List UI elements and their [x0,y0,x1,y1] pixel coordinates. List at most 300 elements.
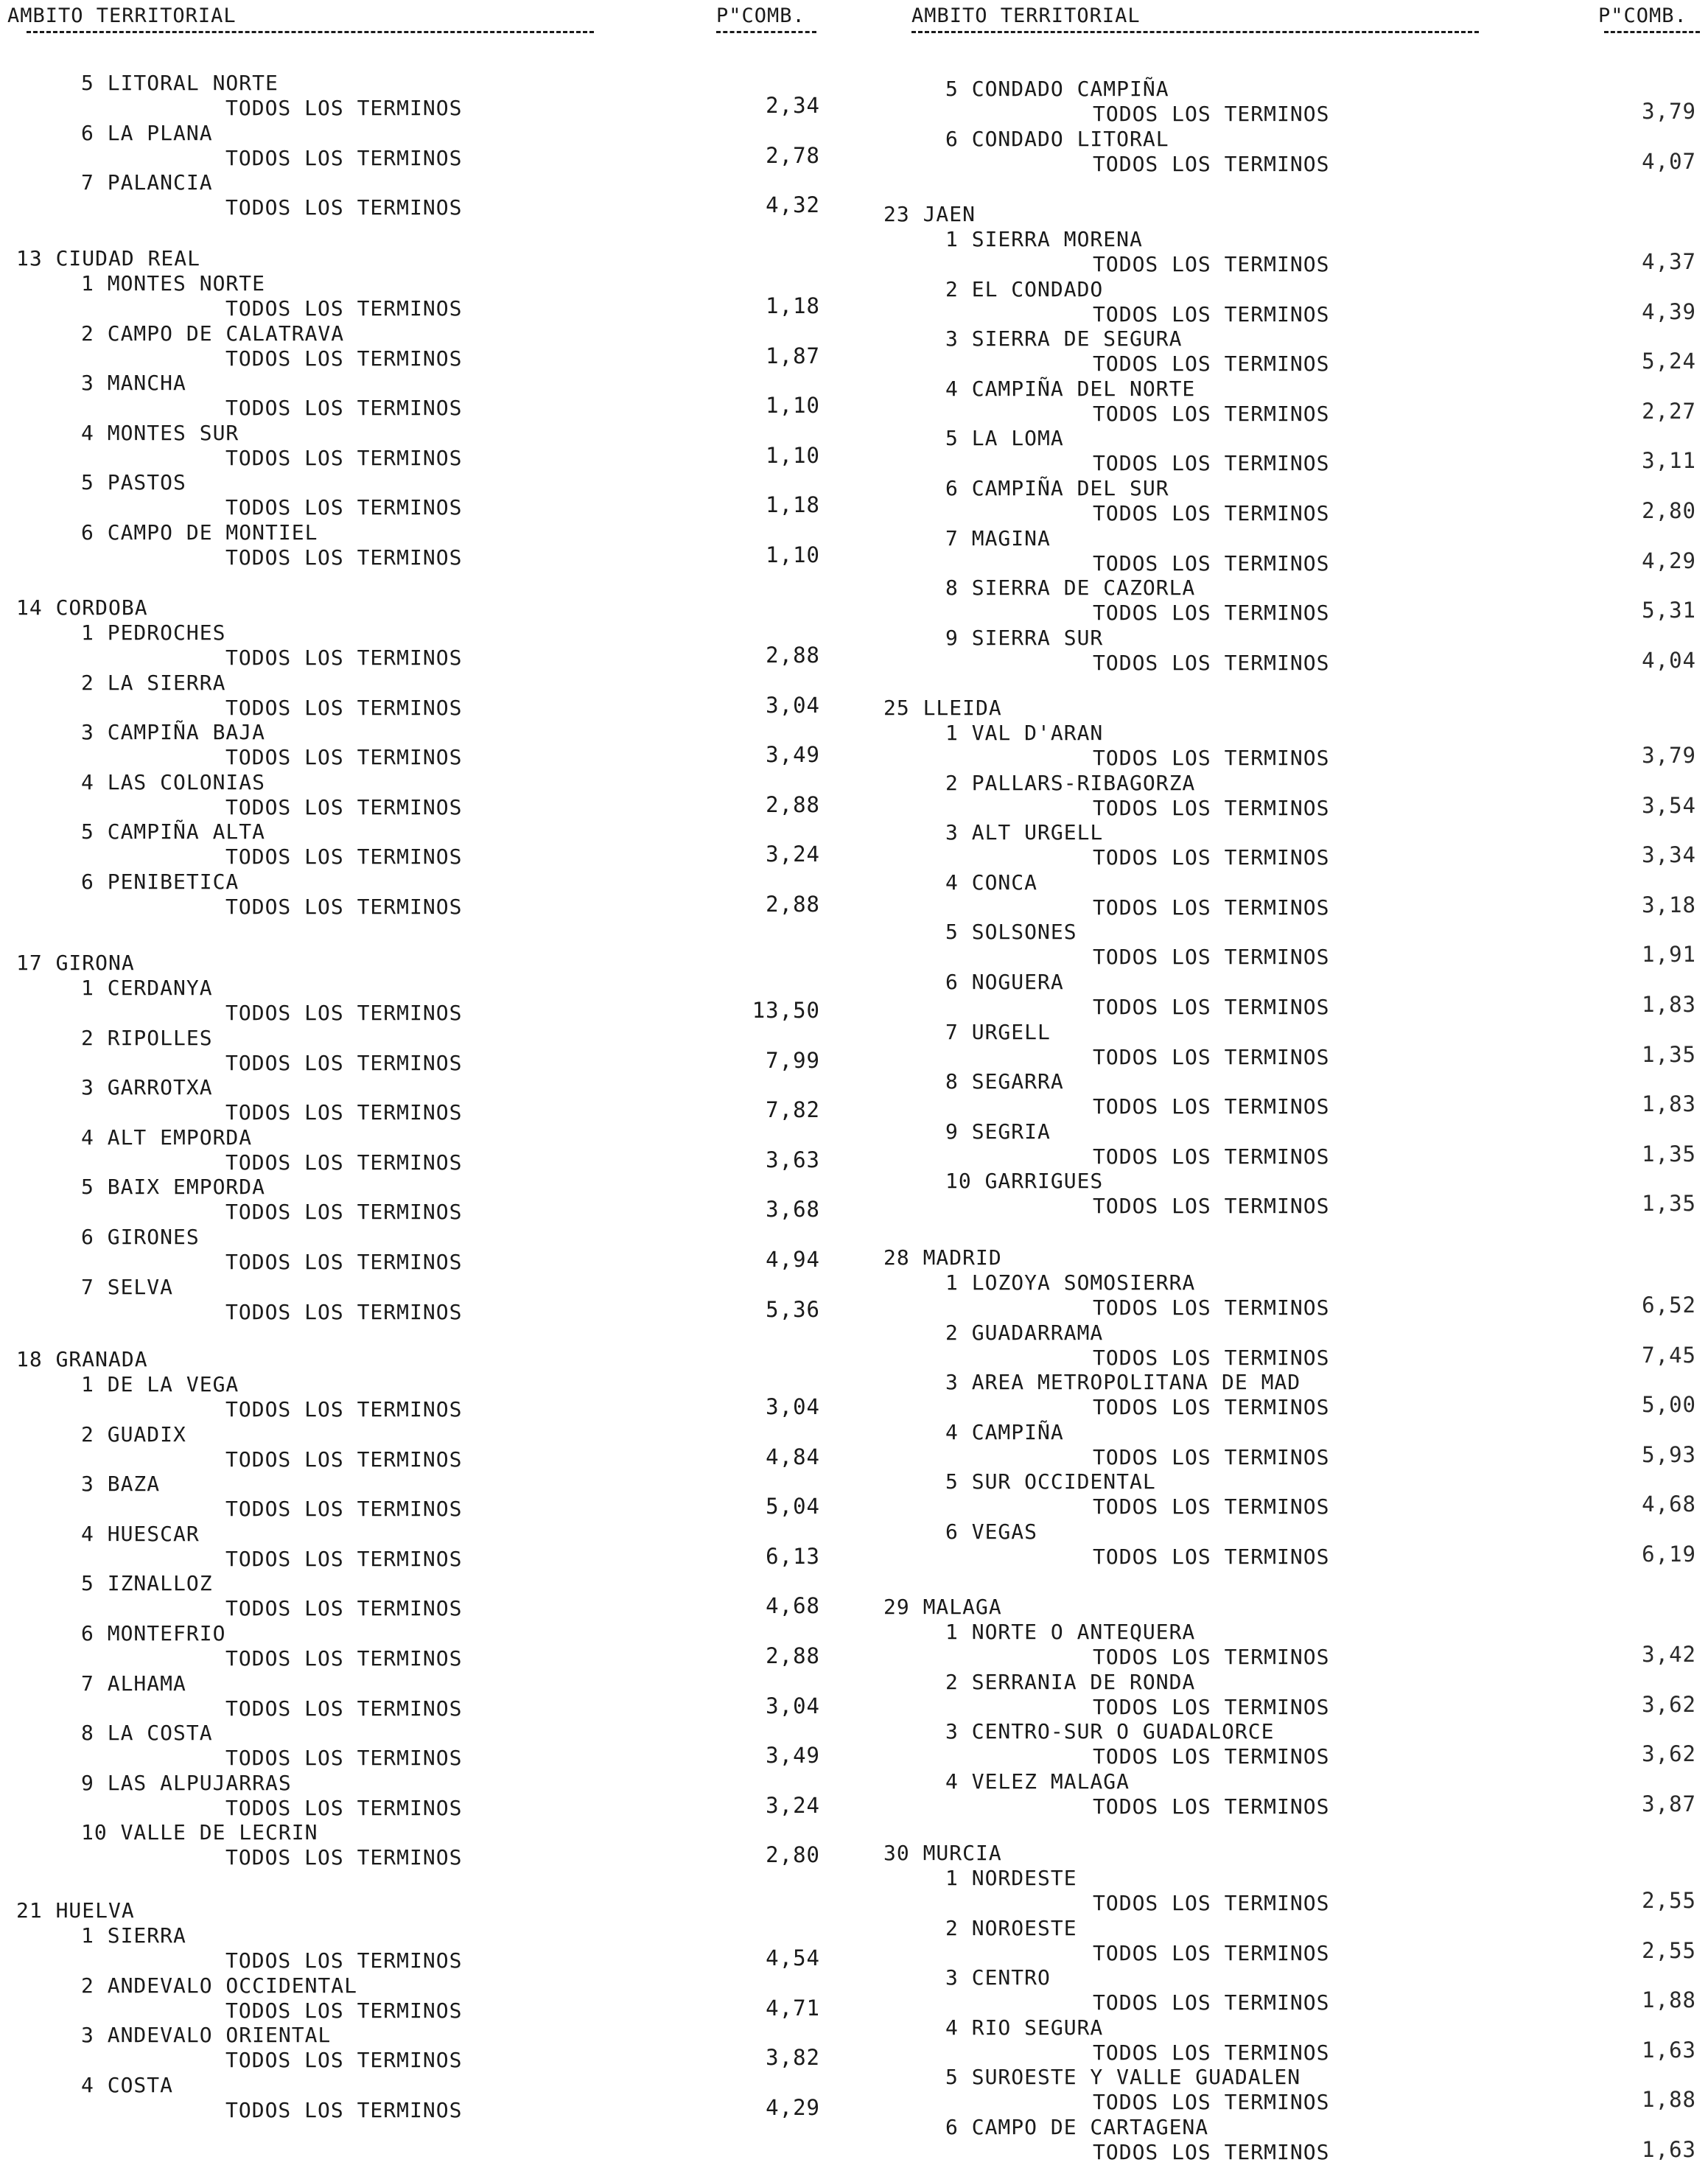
right-header-pcomb: P"COMB. [1598,4,1687,27]
comarca-name: 6 CONDADO LITORAL [945,126,1169,151]
pcomb-value: 3,49 [766,742,820,768]
province-heading: 13 CIUDAD REAL [16,246,201,270]
term-label: TODOS LOS TERMINOS [1093,1044,1330,1069]
term-label: TODOS LOS TERMINOS [225,1845,463,1870]
pcomb-value: 2,55 [1642,1888,1696,1913]
pcomb-value: 3,49 [766,1743,820,1769]
pcomb-value: 4,84 [766,1444,820,1469]
table-row [0,620,854,671]
pcomb-value: 3,79 [1642,99,1696,124]
term-label: TODOS LOS TERMINOS [1093,895,1330,920]
pcomb-value: 3,87 [1642,1791,1696,1816]
table-row [854,277,1708,327]
comarca-name: 4 MONTES SUR [81,420,239,445]
term-label: TODOS LOS TERMINOS [1093,601,1330,626]
table-row [0,2023,854,2073]
comarca-name: 6 GIRONES [81,1225,200,1249]
term-label: TODOS LOS TERMINOS [225,1998,463,2023]
comarca-name: 7 PALANCIA [81,170,213,195]
pcomb-value: 1,63 [1642,2137,1696,2162]
comarca-name: 7 SELVA [81,1274,174,1299]
pcomb-value: 4,94 [766,1247,820,1272]
table-row [854,1469,1708,1519]
pcomb-value: 4,29 [1642,548,1696,573]
table-row [854,426,1708,476]
term-label: TODOS LOS TERMINOS [1093,351,1330,377]
comarca-name: 7 URGELL [945,1019,1051,1044]
comarca-name: 1 VAL D'ARAN [945,721,1104,745]
pcomb-value: 1,88 [1642,1987,1696,2013]
table-row [0,271,854,321]
comarca-name: 3 BAZA [81,1472,161,1497]
province-heading: 21 HUELVA [16,1898,135,1923]
right-header-rule-pcomb [1604,31,1700,33]
comarca-name: 1 LOZOYA SOMOSIERRA [945,1270,1196,1295]
comarca-name: 5 LA LOMA [945,426,1064,451]
table-row [0,1125,854,1175]
table-row [0,976,854,1026]
pcomb-value: 3,63 [766,1147,820,1172]
term-label: TODOS LOS TERMINOS [1093,1194,1330,1219]
term-label: TODOS LOS TERMINOS [1093,151,1330,176]
comarca-name: 2 PALLARS-RIBAGORZA [945,770,1196,795]
term-label: TODOS LOS TERMINOS [225,1696,463,1721]
term-label: TODOS LOS TERMINOS [225,1150,463,1175]
pcomb-value: 2,27 [1642,398,1696,424]
table-row [0,1973,854,2024]
table-row [0,520,854,570]
table-row [0,371,854,421]
comarca-name: 9 SEGRIA [945,1119,1051,1144]
table-row [0,1026,854,1076]
term-label: TODOS LOS TERMINOS [225,844,463,870]
comarca-name: 6 PENIBETICA [81,870,239,894]
comarca-name: 3 CENTRO-SUR O GUADALORCE [945,1719,1275,1744]
table-row [0,1671,854,1721]
table-row [854,1069,1708,1119]
pcomb-value: 1,91 [1642,942,1696,968]
comarca-name: 5 BAIX EMPORDA [81,1175,266,1200]
pcomb-value: 4,37 [1642,249,1696,274]
comarca-name: 2 GUADARRAMA [945,1320,1104,1345]
term-label: TODOS LOS TERMINOS [225,695,463,720]
table-row [854,326,1708,377]
term-label: TODOS LOS TERMINOS [225,1397,463,1421]
term-label: TODOS LOS TERMINOS [1093,1794,1330,1819]
table-row [0,1621,854,1671]
province-heading: 14 CORDOBA [16,595,148,620]
table-row [854,1916,1708,1966]
table-row [854,970,1708,1020]
comarca-name: 4 RIO SEGURA [945,2015,1104,2040]
pcomb-value: 1,18 [766,492,820,518]
comarca-name: 4 CAMPIÑA DEL NORTE [945,376,1196,401]
pcomb-value: 3,68 [766,1197,820,1223]
comarca-name: 6 LA PLANA [81,120,213,145]
pcomb-value: 4,29 [766,2094,820,2120]
pcomb-value: 3,04 [766,1394,820,1419]
table-row [854,526,1708,576]
comarca-name: 7 MAGINA [945,525,1051,550]
pcomb-value: 7,82 [766,1097,820,1123]
pcomb-value: 6,52 [1642,1293,1696,1318]
comarca-name: 6 NOGUERA [945,970,1064,994]
table-row [854,1370,1708,1420]
term-label: TODOS LOS TERMINOS [225,1497,463,1522]
table-row [854,1420,1708,1470]
comarca-name: 8 SIERRA DE CAZORLA [945,576,1196,601]
pcomb-value: 2,88 [766,791,820,817]
table-row [854,626,1708,676]
pcomb-value: 2,88 [766,643,820,668]
table-row [854,576,1708,626]
table-row [854,1965,1708,2015]
table-row [854,227,1708,277]
table-row [0,1422,854,1472]
pcomb-value: 5,93 [1642,1441,1696,1467]
table-row [0,870,854,920]
table-row [0,71,854,121]
pcomb-value: 3,11 [1642,448,1696,474]
comarca-name: 3 CAMPIÑA BAJA [81,720,266,745]
pcomb-value: 2,88 [766,1643,820,1668]
pcomb-value: 4,68 [1642,1491,1696,1517]
table-row [854,2015,1708,2066]
table-row [854,77,1708,127]
term-label: TODOS LOS TERMINOS [1093,845,1330,870]
comarca-name: 5 CAMPIÑA ALTA [81,819,266,844]
pcomb-value: 5,24 [1642,349,1696,374]
comarca-name: 9 LAS ALPUJARRAS [81,1770,292,1795]
pcomb-value: 1,35 [1642,1041,1696,1067]
comarca-name: 3 CENTRO [945,1965,1051,1990]
pcomb-value: 5,04 [766,1494,820,1519]
term-label: TODOS LOS TERMINOS [1093,1395,1330,1420]
pcomb-value: 1,35 [1642,1141,1696,1167]
comarca-name: 7 ALHAMA [81,1671,186,1696]
table-row [854,377,1708,427]
term-label: TODOS LOS TERMINOS [1093,2140,1330,2164]
table-row [0,1275,854,1325]
pcomb-value: 1,83 [1642,992,1696,1017]
pcomb-value: 1,10 [766,542,820,567]
comarca-name: 4 ALT EMPORDA [81,1125,253,1150]
table-row [0,770,854,820]
term-label: TODOS LOS TERMINOS [1093,795,1330,820]
pcomb-value: 4,71 [766,1995,820,2021]
table-row [0,2073,854,2123]
comarca-name: 3 GARROTXA [81,1075,213,1100]
table-row [854,1321,1708,1371]
pcomb-value: 2,80 [1642,498,1696,523]
term-label: TODOS LOS TERMINOS [1093,1645,1330,1669]
table-row [0,1075,854,1125]
pcomb-value: 2,80 [766,1842,820,1868]
comarca-name: 5 LITORAL NORTE [81,71,279,95]
comarca-name: 4 LAS COLONIAS [81,769,266,794]
term-label: TODOS LOS TERMINOS [1093,1891,1330,1915]
province-heading: 25 LLEIDA [883,696,1002,720]
term-label: TODOS LOS TERMINOS [225,195,463,220]
table-row [854,1519,1708,1570]
pcomb-value: 3,34 [1642,842,1696,868]
comarca-name: 2 GUADIX [81,1421,186,1447]
comarca-name: 1 NORTE O ANTEQUERA [945,1620,1196,1644]
pcomb-value: 7,99 [766,1047,820,1073]
table-row [0,121,854,171]
term-label: TODOS LOS TERMINOS [1093,1545,1330,1569]
table-row [0,1721,854,1771]
comarca-name: 2 NOROESTE [945,1915,1077,1940]
term-label: TODOS LOS TERMINOS [225,1546,463,1571]
pcomb-value: 2,88 [766,892,820,917]
term-label: TODOS LOS TERMINOS [1093,650,1330,675]
term-label: TODOS LOS TERMINOS [225,745,463,770]
province-heading: 30 MURCIA [883,1841,1002,1865]
table-row [854,1670,1708,1720]
term-label: TODOS LOS TERMINOS [225,1250,463,1274]
comarca-name: 10 GARRIGUES [945,1169,1104,1194]
comarca-name: 9 SIERRA SUR [945,625,1104,650]
term-label: TODOS LOS TERMINOS [225,895,463,919]
term-label: TODOS LOS TERMINOS [225,1100,463,1125]
pcomb-value: 1,88 [1642,2087,1696,2113]
table-row [0,1372,854,1422]
comarca-name: 5 PASTOS [81,470,186,495]
comarca-name: 10 VALLE DE LECRIN [81,1820,318,1845]
comarca-name: 3 ALT URGELL [945,820,1104,845]
comarca-name: 2 CAMPO DE CALATRAVA [81,321,345,346]
table-row [0,671,854,721]
pcomb-value: 5,00 [1642,1392,1696,1418]
table-row [854,820,1708,870]
pcomb-value: 6,19 [1642,1542,1696,1567]
pcomb-value: 1,10 [766,393,820,419]
table-row [854,1620,1708,1670]
table-row [0,1522,854,1572]
term-label: TODOS LOS TERMINOS [225,1948,463,1973]
term-label: TODOS LOS TERMINOS [1093,1940,1330,1965]
pcomb-value: 3,04 [766,1693,820,1718]
comarca-name: 6 CAMPO DE MONTIEL [81,520,318,545]
pcomb-value: 6,13 [766,1543,820,1569]
table-row [854,771,1708,821]
left-column [0,0,854,2158]
comarca-name: 5 IZNALLOZ [81,1571,213,1596]
left-header-rule-pcomb [716,31,816,33]
comarca-name: 1 SIERRA MORENA [945,227,1143,251]
comarca-name: 3 MANCHA [81,371,186,396]
pcomb-value: 4,07 [1642,148,1696,174]
pcomb-value: 3,82 [766,2045,820,2071]
pcomb-value: 1,18 [766,293,820,318]
term-label: TODOS LOS TERMINOS [1093,746,1330,770]
term-label: TODOS LOS TERMINOS [225,1596,463,1621]
pcomb-value: 1,10 [766,442,820,468]
pcomb-value: 1,35 [1642,1191,1696,1217]
term-label: TODOS LOS TERMINOS [1093,301,1330,326]
comarca-name: 2 ANDEVALO OCCIDENTAL [81,1973,358,1998]
term-label: TODOS LOS TERMINOS [225,96,463,120]
term-label: TODOS LOS TERMINOS [1093,1345,1330,1370]
term-label: TODOS LOS TERMINOS [1093,1144,1330,1169]
comarca-name: 1 NORDESTE [945,1866,1077,1890]
pcomb-value: 3,24 [766,842,820,867]
pcomb-value: 2,55 [1642,1937,1696,1963]
term-label: TODOS LOS TERMINOS [225,2048,463,2073]
term-label: TODOS LOS TERMINOS [225,794,463,819]
comarca-name: 2 LA SIERRA [81,670,226,695]
term-label: TODOS LOS TERMINOS [225,1746,463,1771]
term-label: TODOS LOS TERMINOS [1093,252,1330,276]
table-row [854,1020,1708,1070]
term-label: TODOS LOS TERMINOS [1093,451,1330,476]
table-row [0,819,854,870]
comarca-name: 4 VELEZ MALAGA [945,1769,1130,1794]
comarca-name: 1 PEDROCHES [81,620,226,645]
comarca-name: 5 CONDADO CAMPIÑA [945,77,1169,101]
pcomb-value: 3,62 [1642,1691,1696,1717]
term-label: TODOS LOS TERMINOS [1093,1694,1330,1719]
pcomb-value: 2,34 [766,93,820,118]
term-label: TODOS LOS TERMINOS [1093,550,1330,576]
right-header-ambito: AMBITO TERRITORIAL [911,4,1141,27]
term-label: TODOS LOS TERMINOS [225,1200,463,1225]
term-label: TODOS LOS TERMINOS [1093,1094,1330,1119]
table-row [0,1225,854,1275]
table-row [0,421,854,471]
term-label: TODOS LOS TERMINOS [1093,2090,1330,2115]
table-row [854,1866,1708,1916]
table-row [854,920,1708,970]
table-row [0,170,854,220]
table-row [854,476,1708,526]
comarca-name: 6 CAMPO DE CARTAGENA [945,2115,1209,2139]
comarca-name: 6 VEGAS [945,1519,1038,1544]
table-row [0,1771,854,1821]
comarca-name: 6 CAMPIÑA DEL SUR [945,476,1169,500]
pcomb-value: 4,54 [766,1945,820,1970]
term-label: TODOS LOS TERMINOS [1093,2040,1330,2065]
table-row [854,1119,1708,1169]
comarca-name: 4 HUESCAR [81,1521,200,1546]
pcomb-value: 3,42 [1642,1642,1696,1667]
left-header-rule-ambito [27,31,594,33]
comarca-name: 2 EL CONDADO [945,276,1104,301]
term-label: TODOS LOS TERMINOS [1093,401,1330,426]
term-label: TODOS LOS TERMINOS [225,1646,463,1671]
table-row [854,721,1708,771]
comarca-name: 2 SERRANIA DE RONDA [945,1669,1196,1694]
table-row [0,1820,854,1870]
term-label: TODOS LOS TERMINOS [1093,1295,1330,1320]
term-label: TODOS LOS TERMINOS [1093,501,1330,525]
term-label: TODOS LOS TERMINOS [225,545,463,570]
term-label: TODOS LOS TERMINOS [225,145,463,170]
comarca-name: 1 DE LA VEGA [81,1372,239,1396]
right-header-rule-ambito [911,31,1479,33]
pcomb-value: 1,87 [766,343,820,368]
comarca-name: 3 ANDEVALO ORIENTAL [81,2023,332,2048]
province-heading: 17 GIRONA [16,951,135,975]
pcomb-value: 1,83 [1642,1091,1696,1117]
table-row [854,127,1708,177]
comarca-name: 4 CONCA [945,870,1038,895]
pcomb-value: 1,63 [1642,2037,1696,2063]
term-label: TODOS LOS TERMINOS [225,2097,463,2122]
province-heading: 23 JAEN [883,202,976,226]
table-row [854,1169,1708,1219]
province-heading: 29 MALAGA [883,1595,1002,1619]
table-row [854,870,1708,920]
pcomb-value: 3,54 [1642,792,1696,818]
pcomb-value: 4,39 [1642,298,1696,324]
table-row [0,1472,854,1522]
term-label: TODOS LOS TERMINOS [1093,1494,1330,1519]
comarca-name: 1 CERDANYA [81,976,213,1000]
comarca-name: 5 SUR OCCIDENTAL [945,1469,1156,1494]
term-label: TODOS LOS TERMINOS [225,1447,463,1472]
term-label: TODOS LOS TERMINOS [225,1001,463,1025]
table-row [0,720,854,770]
term-label: TODOS LOS TERMINOS [225,646,463,670]
left-header-pcomb: P"COMB. [716,4,805,27]
term-label: TODOS LOS TERMINOS [1093,945,1330,970]
term-label: TODOS LOS TERMINOS [1093,1444,1330,1469]
pcomb-value: 4,32 [766,192,820,218]
comarca-name: 3 AREA METROPOLITANA DE MAD [945,1370,1301,1395]
comarca-name: 8 SEGARRA [945,1069,1064,1094]
province-heading: 28 MADRID [883,1245,1002,1270]
left-header-ambito: AMBITO TERRITORIAL [7,4,237,27]
pcomb-value: 4,04 [1642,647,1696,673]
table-row [0,321,854,371]
comarca-name: 4 COSTA [81,2072,174,2097]
table-row [0,1571,854,1621]
pcomb-value: 3,62 [1642,1741,1696,1767]
pcomb-value: 5,31 [1642,598,1696,623]
comarca-name: 4 CAMPIÑA [945,1419,1064,1444]
term-label: TODOS LOS TERMINOS [1093,995,1330,1019]
pcomb-value: 3,04 [766,692,820,718]
pcomb-value: 2,78 [766,142,820,168]
comarca-name: 6 MONTEFRIO [81,1621,226,1645]
right-column [854,0,1708,2164]
pcomb-value: 3,18 [1642,892,1696,917]
term-label: TODOS LOS TERMINOS [1093,1990,1330,2015]
comarca-name: 5 SOLSONES [945,920,1077,945]
pcomb-value: 3,79 [1642,743,1696,768]
comarca-name: 2 RIPOLLES [81,1025,213,1050]
table-row [854,2065,1708,2115]
comarca-name: 1 SIERRA [81,1923,186,1948]
term-label: TODOS LOS TERMINOS [225,1050,463,1075]
comarca-name: 8 LA COSTA [81,1721,213,1746]
table-row [854,1270,1708,1321]
term-label: TODOS LOS TERMINOS [225,445,463,470]
table-row [0,1175,854,1225]
term-label: TODOS LOS TERMINOS [225,1299,463,1324]
comarca-name: 5 SUROESTE Y VALLE GUADALEN [945,2065,1301,2090]
comarca-name: 1 MONTES NORTE [81,271,266,295]
term-label: TODOS LOS TERMINOS [225,1795,463,1820]
province-heading: 18 GRANADA [16,1347,148,1371]
pcomb-value: 5,36 [766,1296,820,1322]
term-label: TODOS LOS TERMINOS [225,346,463,371]
term-label: TODOS LOS TERMINOS [225,495,463,520]
term-label: TODOS LOS TERMINOS [1093,1744,1330,1769]
comarca-name: 3 SIERRA DE SEGURA [945,326,1183,351]
